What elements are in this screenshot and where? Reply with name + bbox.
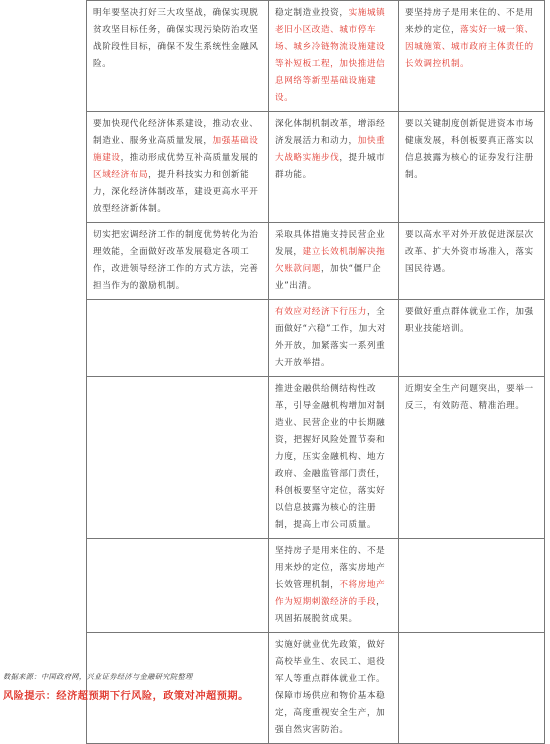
cell-text: 明年要坚决打好三大攻坚战，确保实现脱贫攻坚目标任务，确保实现污染防治攻坚战阶段性目标，确保不发生系统性金融风险。 [93, 8, 259, 69]
highlight-text: 区域经济布局 [93, 170, 149, 180]
cell-text: 采取具体措施支持民营企业发展， [275, 230, 386, 257]
cell-text: 推进金融供给侧结构性改革，引导金融机构增加对制造业、民营企业的中长期融资，把握好风险处置节奏和力度，压实金融机构、地方政府、金融监管部门责任，科创板要坚守定位，落实好以信息披露为核心的注册制，提高上市公司质量。 [275, 384, 386, 530]
table-row [87, 1, 545, 112]
policy-table [86, 0, 545, 744]
highlight-text: 有效应对经济下行压力 [275, 307, 367, 317]
table-cell-col1 [87, 112, 269, 223]
table-row [87, 300, 545, 377]
source-note: 数据来源：中国政府网，兴业证券经济与金融研究院整理 [3, 672, 193, 681]
highlight-text: 加快重大战略实施步伐 [275, 136, 386, 163]
risk-warning: 风险提示：经济超预期下行风险，政策对冲超预期。 [3, 690, 249, 702]
table-cell-col2 [269, 633, 399, 744]
cell-text: ，提升城市群功能。 [275, 153, 386, 180]
table-cell-col3 [399, 300, 545, 377]
highlight-text: 落实好一城一策、因城施策、城市政府主体责任的长效调控机制。 [405, 25, 534, 69]
table-cell-col1 [87, 539, 269, 633]
table-cell-col1 [87, 1, 269, 112]
table-cell-col3 [399, 633, 545, 744]
cell-text: 要以高水平对外开放促进深层次改革、扩大外资市场准入，落实国民待遇。 [405, 230, 534, 274]
cell-text: 要以关键制度创新促进资本市场健康发展，科创板要真正落实以信息披露为核心的证券发行注册制。 [405, 119, 534, 180]
table-cell-col3 [399, 377, 545, 539]
highlight-text: 建立长效机制解决拖欠账款问题 [275, 247, 386, 274]
cell-text: 深化体制机制改革，增添经济发展活力和动力， [275, 119, 386, 146]
table-cell-col2 [269, 539, 399, 633]
cell-text: 稳定制造业投资， [275, 8, 349, 18]
cell-text: 要做好重点群体就业工作，加强职业技能培训。 [405, 307, 534, 334]
cell-text: 切实把宏调经济工作的制度优势转化为治理效能，全面做好改革发展稳定各项工作，改进领导经济工作的方式方法，完善担当作为的激励机制。 [93, 230, 259, 291]
cell-text: ，全面做好“六稳”工作，加大对外开放，加紧落实一系列重大开放举措。 [275, 307, 387, 368]
cell-text: 近期安全生产问题突出，要举一反三，有效防范、精准治理。 [405, 384, 534, 411]
table-cell-col3 [399, 223, 545, 300]
table-cell-col3 [399, 112, 545, 223]
cell-text: ，提升科技实力和创新能力，深化经济体制改革，建设更高水平开放型经济新体制。 [93, 170, 259, 214]
table-cell-col1 [87, 377, 269, 539]
cell-text: ，加快“僵尸企业”出清。 [275, 264, 382, 291]
highlight-text: 加强基础设施建设 [93, 136, 259, 163]
table-cell-col3 [399, 539, 545, 633]
cell-text: ，推动形成优势互补高质量发展的 [120, 153, 259, 163]
table-row [87, 223, 545, 300]
highlight-text: 实施城镇老旧小区改造、城市停车场、城乡冷链物流设施建设等补短板工程，加快推进信息网络等新型基础设施建设。 [275, 8, 386, 103]
table-cell-col1 [87, 300, 269, 377]
table-row [87, 112, 545, 223]
table-cell-col3 [399, 1, 545, 112]
cell-text: 实施好就业优先政策，做好高校毕业生、农民工、退役军人等重点群体就业工作。保障市场供应和物价基本稳定，高度重视安全生产，加强自然灾害防治。 [275, 640, 386, 735]
table-cell-col2 [269, 112, 399, 223]
table-row [87, 377, 545, 539]
cell-text: 要加快现代化经济体系建设，推动农业、制造业、服务业高质量发展， [93, 119, 259, 146]
table-cell-col2 [269, 377, 399, 539]
table-cell-col2 [269, 300, 399, 377]
table-row [87, 539, 545, 633]
cell-text: ，巩固拓展脱贫成果。 [275, 597, 386, 624]
table-cell-col2 [269, 1, 399, 112]
table-cell-col2 [269, 223, 399, 300]
table-cell-col1 [87, 223, 269, 300]
cell-text: 坚持房子是用来住的、不是用来炒的定位，落实房地产长效管理机制， [275, 546, 386, 590]
highlight-text: 不将房地产作为短期刺激经济的手段 [275, 580, 386, 607]
cell-text: 要坚持房子是用来住的、不是用来炒的定位， [405, 8, 534, 35]
